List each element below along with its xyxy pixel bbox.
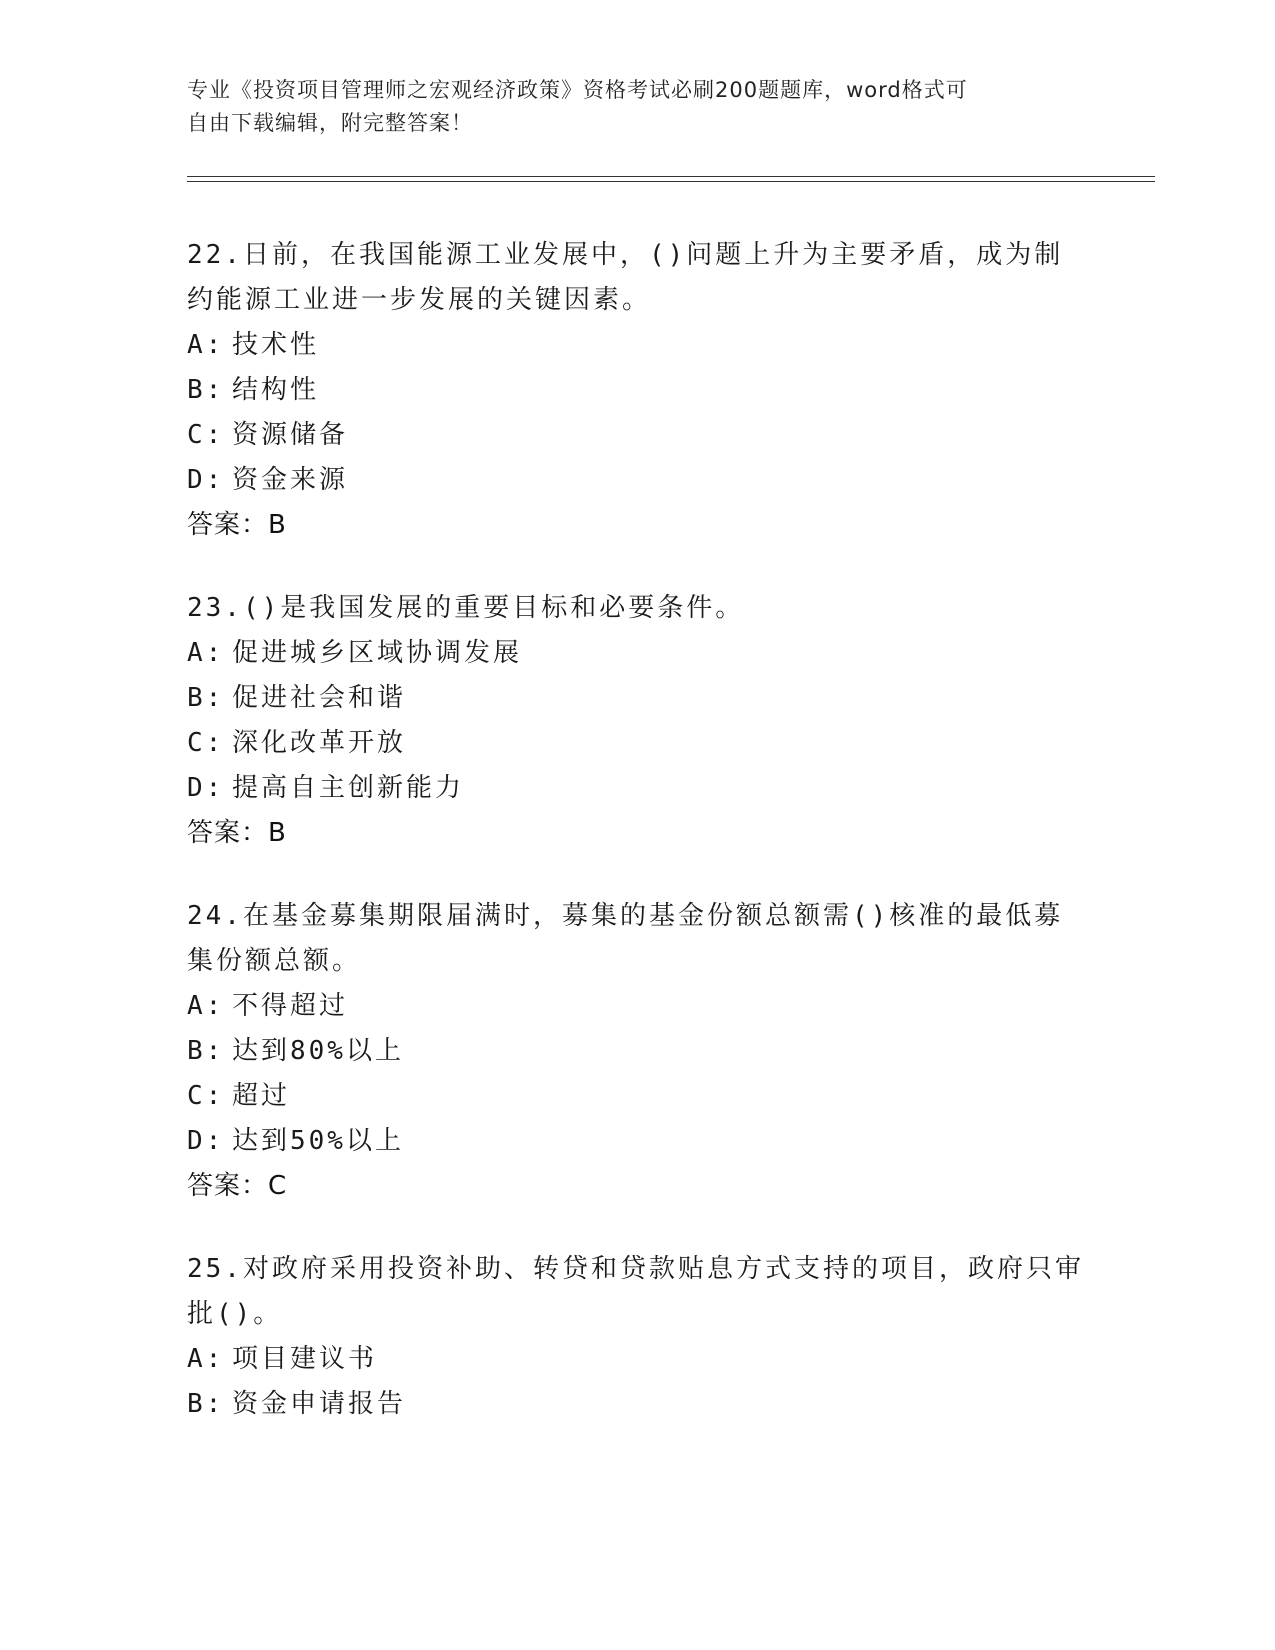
option-text: 结构性 (232, 375, 320, 405)
option-text: 不得超过 (232, 991, 349, 1021)
option-c (187, 413, 1087, 458)
question-list (187, 233, 1087, 1465)
option-text: 达到50%以上 (232, 1126, 404, 1156)
option-letter: B: (187, 1036, 225, 1066)
option-letter: A: (187, 991, 225, 1021)
option-d (187, 1119, 1087, 1164)
question-stem: 24.在基金募集期限届满时，募集的基金份额总额需()核准的最低募集份额总额。 (187, 901, 1064, 976)
option-letter: A: (187, 638, 225, 668)
option-text: 促进社会和谐 (232, 683, 407, 713)
option-d (187, 458, 1087, 503)
option-a (187, 323, 1087, 368)
option-letter: B: (187, 683, 225, 713)
option-letter: B: (187, 375, 225, 405)
option-text: 提高自主创新能力 (232, 773, 465, 803)
header-divider-top (187, 176, 1155, 177)
option-letter: C: (187, 420, 225, 450)
option-a (187, 984, 1087, 1029)
question-stem: 22.日前，在我国能源工业发展中，()问题上升为主要矛盾，成为制约能源工业进一步发展的关键因素。 (187, 240, 1064, 315)
option-letter: C: (187, 1081, 225, 1111)
document-header (187, 74, 1067, 140)
option-c (187, 1074, 1087, 1119)
option-letter: B: (187, 1389, 225, 1419)
option-b (187, 1382, 1087, 1427)
option-text: 资金申请报告 (232, 1389, 407, 1419)
option-a (187, 1337, 1087, 1382)
option-letter: C: (187, 728, 225, 758)
option-text: 达到80%以上 (232, 1036, 404, 1066)
question-24 (187, 894, 1087, 1209)
option-letter: A: (187, 1344, 225, 1374)
option-letter: D: (187, 465, 225, 495)
option-letter: D: (187, 773, 225, 803)
option-text: 促进城乡区域协调发展 (232, 638, 523, 668)
option-letter: D: (187, 1126, 225, 1156)
option-text: 技术性 (232, 330, 320, 360)
question-stem: 25.对政府采用投资补助、转贷和贷款贴息方式支持的项目，政府只审批()。 (187, 1254, 1084, 1329)
answer-line: 答案：C (187, 1171, 288, 1201)
question-stem: 23.()是我国发展的重要目标和必要条件。 (187, 593, 745, 623)
header-line-2: 自由下载编辑，附完整答案！ (187, 111, 473, 135)
answer-line: 答案：B (187, 510, 287, 540)
option-d (187, 766, 1087, 811)
header-line-1: 专业《投资项目管理师之宏观经济政策》资格考试必刷200题题库，word格式可 (187, 78, 968, 102)
option-b (187, 1029, 1087, 1074)
option-text: 项目建议书 (232, 1344, 378, 1374)
option-text: 深化改革开放 (232, 728, 407, 758)
header-divider-bottom (187, 181, 1155, 182)
option-b (187, 676, 1087, 721)
option-letter: A: (187, 330, 225, 360)
answer-line: 答案：B (187, 818, 287, 848)
question-25 (187, 1247, 1087, 1427)
option-text: 资源储备 (232, 420, 349, 450)
option-text: 超过 (232, 1081, 291, 1111)
option-a (187, 631, 1087, 676)
question-23 (187, 586, 1087, 856)
question-22 (187, 233, 1087, 548)
option-text: 资金来源 (232, 465, 349, 495)
option-b (187, 368, 1087, 413)
option-c (187, 721, 1087, 766)
